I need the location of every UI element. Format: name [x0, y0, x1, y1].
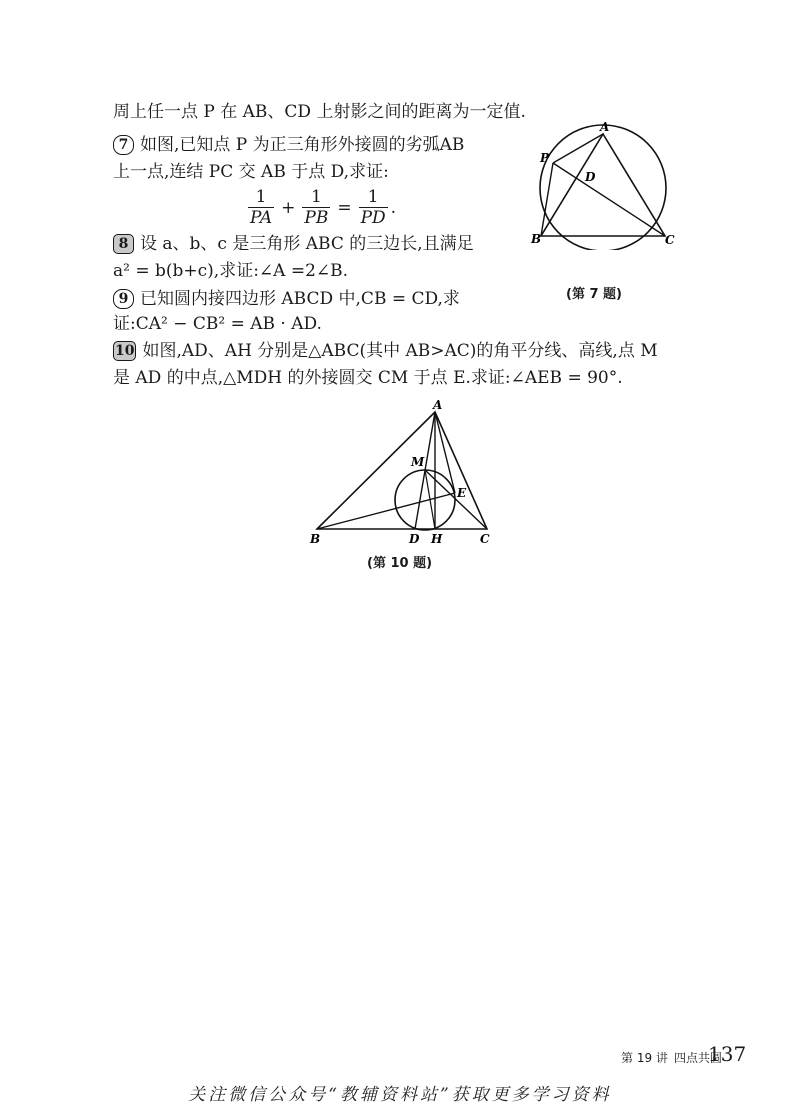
problem-9-line2: 证:CA² − CB² = AB · AD.: [113, 314, 322, 334]
figure-10-caption: (第 10 题): [367, 556, 433, 571]
problem-8-line2: a² = b(b+c),求证:∠A =2∠B.: [113, 261, 349, 281]
figure-10: [305, 398, 505, 548]
problem-10-line2: 是 AD 的中点,△MDH 的外接圆交 CM 于点 E.求证:∠AEB = 90°.: [113, 368, 623, 388]
problem-9-line1: [113, 287, 460, 311]
problem-10-line1: [113, 339, 658, 363]
formula-period: .: [390, 197, 397, 218]
fig7-segment-pa: [553, 134, 603, 163]
page-number: 137: [708, 1042, 747, 1066]
problem-8-text1: 设 a、b、c 是三角形 ABC 的三边长,且满足: [140, 234, 474, 254]
fig10-label-e: E: [457, 486, 467, 500]
problem-8-line1: [113, 232, 474, 256]
fig7-label-a: A: [600, 120, 610, 134]
fig7-circumcircle: [540, 125, 666, 250]
fig7-triangle-abc: [541, 134, 665, 236]
fig10-segment-cm: [425, 470, 487, 529]
fraction-pb: $\frac{1}{PB}$: [304, 187, 329, 228]
problem-7-line2: 上一点,连结 PC 交 AB 于点 D,求证:: [113, 162, 389, 182]
fig7-label-p: P: [540, 151, 550, 165]
fig10-label-b: B: [310, 532, 321, 546]
plus-sign: +: [281, 197, 296, 218]
problem-10-number: 10: [115, 343, 135, 359]
problem-10-text1: 如图,AD、AH 分别是△ABC(其中 AB>AC)的角平分线、高线,点 M: [142, 341, 658, 361]
watermark-text: 关注微信公众号“教辅资料站”获取更多学习资料: [188, 1085, 612, 1105]
fig10-label-a: A: [433, 398, 443, 412]
footer-chapter: 第 19 讲: [621, 1051, 668, 1065]
fig10-circle-mdh: [395, 470, 455, 530]
fig10-segment-ae: [435, 412, 455, 493]
equals-sign: =: [337, 197, 352, 218]
fig10-label-d: D: [409, 532, 420, 546]
problem-7-text1: 如图,已知点 P 为正三角形外接圆的劣弧AB: [140, 135, 465, 155]
problem-7-number: 7: [113, 135, 134, 155]
problem-8-number: 8: [113, 234, 134, 254]
fig7-label-c: C: [665, 233, 675, 247]
footer-section: 四点共圆: [674, 1051, 723, 1065]
problem-9-number: 9: [113, 289, 134, 309]
fig10-label-h: H: [431, 532, 443, 546]
figure-7: [528, 120, 678, 250]
fig10-label-c: C: [480, 532, 490, 546]
fig10-label-m: M: [411, 455, 425, 469]
fig7-segment-pc: [553, 163, 665, 236]
fig7-label-b: B: [531, 232, 542, 246]
problem-7-formula: [245, 187, 396, 228]
fig7-label-d: D: [585, 170, 596, 184]
figure-7-caption: (第 7 题): [566, 287, 622, 302]
problem-7-line1: [113, 133, 464, 157]
fig10-triangle-abc: [317, 412, 487, 529]
intro-line: 周上任一点 P 在 AB、CD 上射影之间的距离为一定值.: [113, 102, 526, 122]
problem-9-text1: 已知圆内接四边形 ABCD 中,CB = CD,求: [140, 289, 460, 309]
fraction-pa: $\frac{1}{PA}$: [250, 187, 273, 228]
fraction-pd: $\frac{1}{PD}$: [360, 187, 386, 228]
